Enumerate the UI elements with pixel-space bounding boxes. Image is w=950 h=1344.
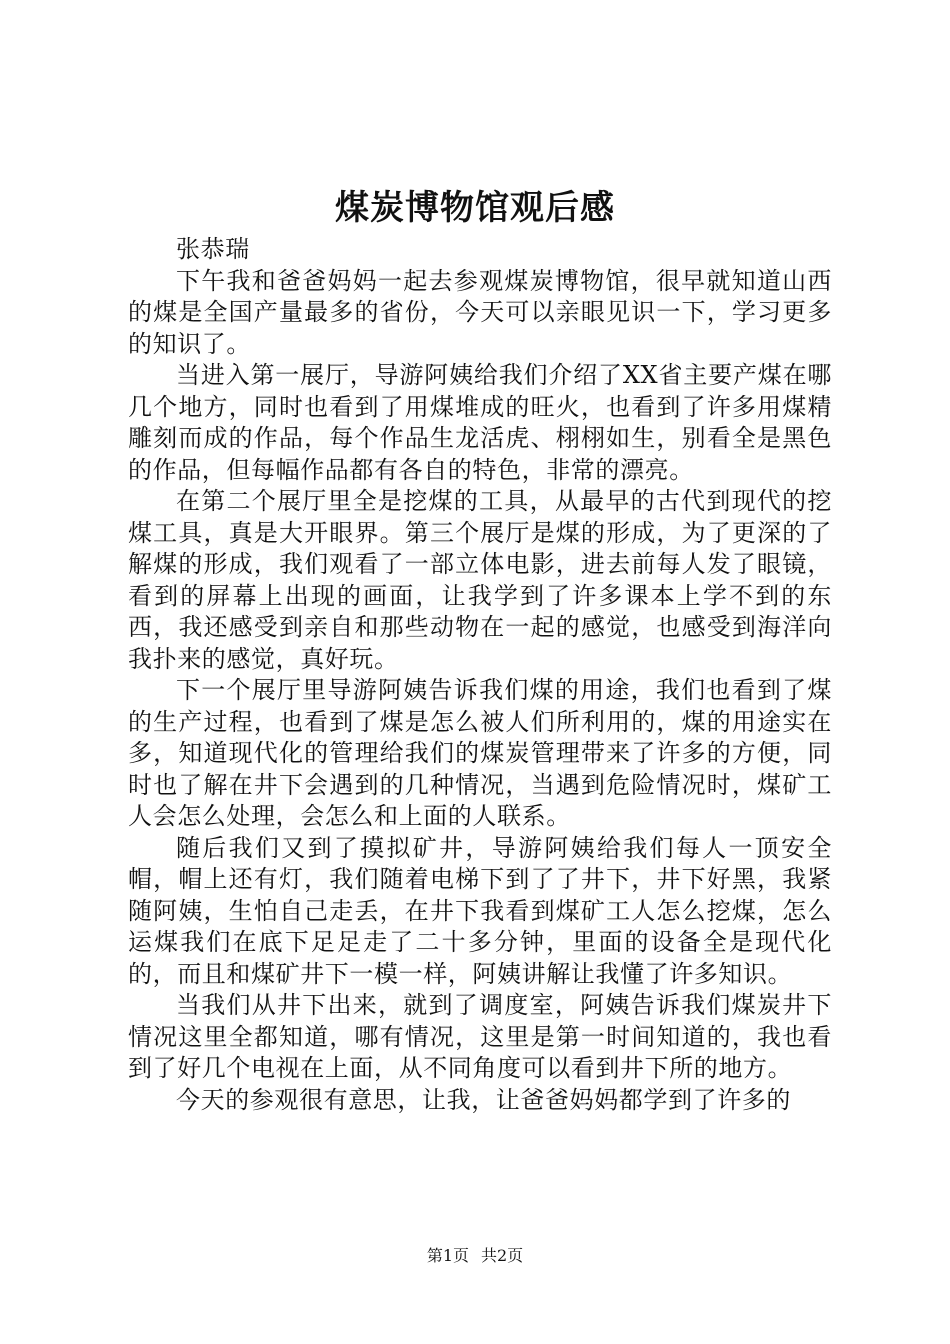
document-title: 煤炭博物馆观后感 (335, 188, 615, 228)
author-line: 张恭瑞 (176, 235, 250, 263)
paragraph: 当进入第一展厅，导游阿姨给我们介绍了XX省主要产煤在哪几个地方，同时也看到了用煤堆成的旺火，也看到了许多用煤精雕刻而成的作品，每个作品生龙活虎、栩栩如生，别看全是黑色的作品，但每幅作品都有各自的特色，非常的漂亮。 (128, 361, 832, 484)
paragraph: 下午我和爸爸妈妈一起去参观煤炭博物馆，很早就知道山西的煤是全国产量最多的省份，今天可以亲眼见识一下，学习更多的知识了。 (128, 266, 832, 358)
paragraph: 当我们从井下出来，就到了调度室，阿姨告诉我们煤炭井下情况这里全都知道，哪有情况，这里是第一时间知道的，我也看到了好几个电视在上面，从不同角度可以看到井下所的地方。 (128, 991, 832, 1082)
paragraph: 随后我们又到了摸拟矿井，导游阿姨给我们每人一顶安全帽，帽上还有灯，我们随着电梯下到了了井下，井下好黑，我紧随阿姨，生怕自己走丢，在井下我看到煤矿工人怎么挖煤，怎么运煤我们在底下足足走了二十多分钟，里面的设备全是现代化的，而且和煤矿井下一模一样，阿姨讲解让我懂了许多知识。 (128, 833, 832, 988)
current-page-number: 第1页 (426, 1246, 469, 1265)
page-footer (0, 1244, 950, 1268)
paragraph: 今天的参观很有意思，让我，让爸爸妈妈都学到了许多的 (176, 1085, 791, 1114)
total-page-count: 共2页 (481, 1246, 524, 1265)
paragraph: 下一个展厅里导游阿姨告诉我们煤的用途，我们也看到了煤的生产过程，也看到了煤是怎么被人们所利用的，煤的用途实在多，知道现代化的管理给我们的煤炭管理带来了许多的方便，同时也了解在井下会遇到的几种情况，当遇到危险情况时，煤矿工人会怎么处理，会怎么和上面的人联系。 (128, 676, 832, 830)
paragraph: 在第二个展厅里全是挖煤的工具，从最早的古代到现代的挖煤工具，真是大开眼界。第三个展厅是煤的形成，为了更深的了解煤的形成，我们观看了一部立体电影，进去前每人发了眼镜，看到的屏幕上出现的画面，让我学到了许多课本上学不到的东西，我还感受到亲自和那些动物在一起的感觉，也感受到海洋向我扑来的感觉，真好玩。 (128, 487, 832, 673)
document-body (128, 234, 832, 1116)
